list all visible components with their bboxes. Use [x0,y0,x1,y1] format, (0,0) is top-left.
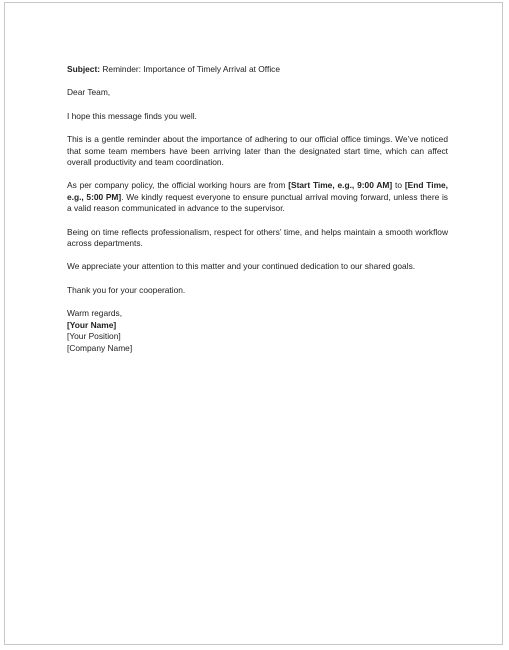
paragraph-thanks: Thank you for your cooperation. [67,284,186,295]
paragraph-reminder: This is a gentle reminder about the importance of adhering to our official office timings. We’ve noticed that some team members have been arriving later than the designated start time, which can affect overall productivity and team coordination. [67,134,448,168]
paragraph-appreciation: We appreciate your attention to this matter and your continued dedication to our shared goals. [67,261,416,272]
greeting: Dear Team, [67,87,111,98]
subject-line [67,64,448,75]
document-page [4,2,503,645]
subject-label: Subject: [67,64,101,74]
end-time-placeholder: [End Time, e.g., 5:00 PM] [67,180,449,202]
signature-block [67,308,448,354]
paragraph-professionalism: Being on time reflects professionalism, respect for others’ time, and helps maintain a smooth workflow across departments. [67,226,448,249]
signature-company: [Company Name] [67,342,133,353]
letter-body [67,64,448,366]
subject-text: Reminder: Importance of Timely Arrival at Office [102,64,281,74]
policy-text-end: . We kindly request everyone to ensure punctual arrival moving forward, unless there is a valid reason communicated in advance to the supervisor. [67,191,448,214]
closing: Warm regards, [67,308,123,319]
start-time-placeholder: [Start Time, e.g., 9:00 AM] [288,180,393,191]
paragraph-opening: I hope this message finds you well. [67,110,197,121]
signature-position: [Your Position] [67,331,121,342]
policy-text-to: to [392,180,405,191]
policy-text-start: As per company policy, the official working hours are from [67,180,289,191]
paragraph-policy [67,180,448,214]
signature-name: [Your Name] [67,319,117,330]
